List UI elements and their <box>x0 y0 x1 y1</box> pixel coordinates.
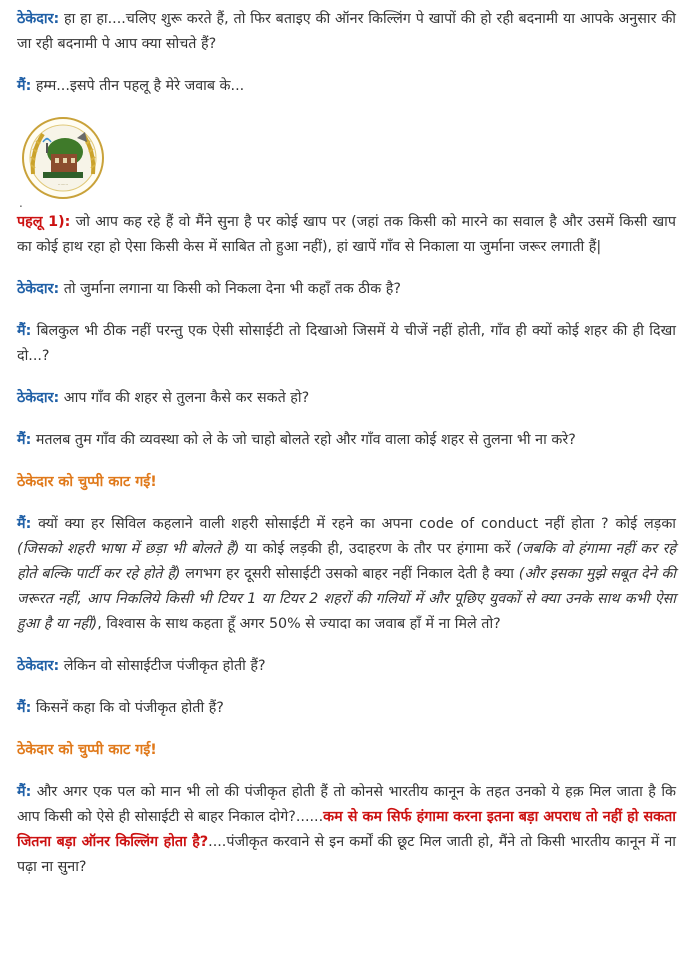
dialogue-text: तो जुर्माना लगाना या किसी को निकला देना भी कहाँ तक ठीक है? <box>63 281 401 297</box>
speaker-label: मैं: <box>17 432 32 448</box>
dialogue-main-5 <box>17 696 676 721</box>
dialogue-main-4 <box>17 512 676 637</box>
dialogue-main-3 <box>17 428 676 453</box>
svg-text:........: ........ <box>57 181 69 186</box>
dialogue-main-6 <box>17 780 676 880</box>
dialogue-text: मतलब तुम गाँव की व्यवस्था को ले के जो चाहो बोलते रहो और गाँव वाला कोई शहर से तुलना भी ना करे? <box>35 432 576 448</box>
speaker-label: मैं: <box>17 78 32 94</box>
dialogue-text: हम्म...इसपे तीन पहलू है मेरे जवाब के... <box>35 78 245 94</box>
speaker-label: ठेकेदार: <box>17 11 60 27</box>
aspect-1-paragraph <box>17 210 676 260</box>
dialogue-text: और अगर एक पल को मान भी लो की पंजीकृत होती हैं तो कोनसे भारतीय कानून के तहत उनको ये हक़ मिल जाता है कि आप किसी को ऐसे ही सोसाईटी से बाहर निकाल दोगे?...... <box>17 784 677 825</box>
dialogue-text: लेकिन वो सोसाईटीज पंजीकृत होती हैं? <box>63 658 266 674</box>
dialogue-text: बिलकुल भी ठीक नहीं परन्तु एक ऐसी सोसाईटी तो दिखाओ जिसमें ये चीजें नहीं होती, गाँव ही क्यों कोई शहर की ही दिखा दो...? <box>17 323 677 364</box>
speaker-label: ठेकेदार: <box>17 658 60 674</box>
italic-aside: (और इसका मुझे सबूत देने की जरूरत नहीं, आप निकलिये किसी भी टियर 1 या टियर 2 शहरों की गलियों में और पूछिए युवकों से क्या उनके साथ कभी ऐसा हुआ है या नहीं) <box>17 566 677 632</box>
dialogue-thekedar-4 <box>17 654 676 679</box>
dialogue-text: हा हा हा....चलिए शुरू करते हैं, तो फिर बताइए की ऑनर किल्लिंग पे खापों की हो रही बदनामी या आपके अनुसार की जा रही बदनामी पे आप क्या सोचते हैं? <box>17 11 676 52</box>
speaker-label: मैं: <box>17 700 32 716</box>
logo-block <box>19 116 676 210</box>
dialogue-thekedar-2 <box>17 277 676 302</box>
khap-logo-image <box>21 116 105 200</box>
dialogue-text: जो आप कह रहे हैं वो मैंने सुना है पर कोई खाप पर (जहां तक किसी को मारने का सवाल है और उसमें किसी खाप का कोई हाथ रहा हो ऐसा किसी केस में साबित तो हुआ नहीं), हां खापें गाँव से निकाला या जुर्माना जरूर लगाती हैं| <box>17 214 677 255</box>
dialogue-text: या कोई लड़की ही, उदाहरण के तौर पर हंगामा करें <box>239 541 517 557</box>
italic-aside: (जबकि वो हंगामा नहीं कर रहे होते बल्कि पार्टी कर रहे होते हैं) <box>17 541 677 582</box>
speaker-label: मैं: <box>17 784 32 800</box>
dialogue-text: किसनें कहा कि वो पंजीकृत होती हैं? <box>35 700 224 716</box>
speaker-label: मैं: <box>17 516 32 532</box>
speaker-label: ठेकेदार: <box>17 281 60 297</box>
aspect-label: पहलू 1): <box>17 214 71 230</box>
dialogue-thekedar-3 <box>17 386 676 411</box>
dialogue-text: ....पंजीकृत करवाने से इन कर्मों की छूट मिल जाती हो, मैंने तो किसी भारतीय कानून में ना पढ़ा ना सुना? <box>17 834 677 875</box>
dialogue-main-2 <box>17 319 676 369</box>
highlighted-text: कम से कम सिर्फ हंगामा करना इतना बड़ा अपराध तो नहीं हो सकता जितना बड़ा ऑनर किल्लिंग होता है? <box>17 809 677 850</box>
dialogue-text: क्यों क्या हर सिविल कहलाने वाली शहरी सोसाईटी में रहने का अपना code of conduct नहीं होता ? कोई लड़का <box>38 516 677 532</box>
silence-line-1: ठेकेदार को चुप्पी काट गई! <box>17 474 157 490</box>
stray-dot: . <box>19 196 23 210</box>
dialogue-text: , विश्वास के साथ कहता हूँ अगर 50% से ज्यादा का जवाब हाँ में ना मिले तो? <box>97 616 501 632</box>
dialogue-text: आप गाँव की शहर से तुलना कैसे कर सकते हो? <box>63 390 310 406</box>
italic-aside: (जिसको शहरी भाषा में छड़ा भी बोलते हैं) <box>17 541 240 557</box>
dialogue-main-1 <box>17 74 676 99</box>
silence-line-2: ठेकेदार को चुप्पी काट गई! <box>17 742 157 758</box>
speaker-label: ठेकेदार: <box>17 390 60 406</box>
speaker-label: मैं: <box>17 323 32 339</box>
dialogue-text: लगभग हर दूसरी सोसाईटी उसको बाहर नहीं निकाल देती है क्या <box>180 566 519 582</box>
dialogue-thekedar-1 <box>17 7 676 57</box>
